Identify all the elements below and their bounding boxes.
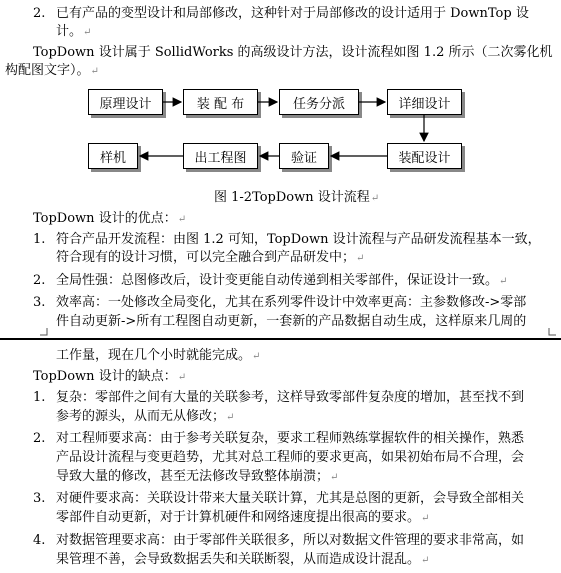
paragraph-line: 符合现有的设计习惯，可以完全融合到产品研发中；↵ bbox=[56, 250, 365, 265]
paragraph-line: 复杂：零部件之间有大量的关联参考，这样导致零部件复杂度的增加，甚至找不到 bbox=[56, 390, 525, 405]
list-number: 3. bbox=[33, 491, 46, 506]
paragraph-line: 构配图文字）。↵ bbox=[5, 63, 99, 78]
flow-box-assembly-design: 装配设计 bbox=[387, 143, 462, 169]
corner-mark-left bbox=[40, 328, 48, 336]
list-number: 4. bbox=[33, 533, 46, 548]
paragraph-line: 工作量，现在几个小时就能完成。↵ bbox=[56, 348, 261, 363]
paragraph-line: 果管理不善，会导致数据丢失和关联断裂，从而造成设计混乱。↵ bbox=[56, 552, 430, 567]
paragraph-line: 对硬件要求高：关联设计带来大量关联计算，尤其是总图的更新，会导致全部相关 bbox=[56, 491, 525, 506]
paragraph-line: 全局性强：总图修改后，设计变更能自动传递到相关零部件，保证设计一致。↵ bbox=[56, 273, 508, 288]
list-number: 1. bbox=[33, 390, 46, 405]
section-heading: TopDown 设计的缺点：↵ bbox=[33, 369, 187, 384]
corner-mark-right bbox=[548, 328, 556, 336]
paragraph-line: 已有产品的变型设计和局部修改，这种针对于局部修改的设计适用于 DownTop 设 bbox=[56, 6, 529, 21]
paragraph-line: 效率高：一处修改全局变化，尤其在系列零件设计中效率更高：主参数修改->零部 bbox=[56, 295, 527, 310]
page-break-line bbox=[0, 338, 561, 340]
flow-box-assembly-layout: 装 配 布 bbox=[183, 89, 258, 115]
flow-box-detail-design: 详细设计 bbox=[387, 89, 462, 115]
paragraph-line: 对数据管理要求高：由于零部件关联很多，所以对数据文件管理的要求非常高，如 bbox=[56, 533, 525, 548]
flow-box-principle-design: 原理设计 bbox=[88, 89, 163, 115]
paragraph-line: TopDown 设计属于 SollidWorks 的高级设计方法，设计流程如图 1.2 所示（二次雾化机 bbox=[33, 45, 553, 60]
list-number: 2. bbox=[33, 6, 46, 21]
paragraph-line: 产品设计流程与变更趋势，尤其对总工程师的要求更高，如果初始布局不合理，会 bbox=[56, 450, 525, 465]
figure-caption: 图 1-2TopDown 设计流程↵ bbox=[214, 190, 380, 205]
flow-box-drawings: 出工程图 bbox=[183, 143, 258, 169]
paragraph-line: 导致大量的修改，甚至无法修改导致整体崩溃；↵ bbox=[56, 469, 339, 484]
list-number: 3. bbox=[33, 295, 46, 310]
paragraph-line: 零部件自动更新，对于计算机硬件和网络速度提出很高的要求。↵ bbox=[56, 510, 430, 525]
list-number: 2. bbox=[33, 273, 46, 288]
flow-box-verify: 验证 bbox=[279, 143, 329, 169]
paragraph-line: 参考的源头，从而无从修改；↵ bbox=[56, 409, 235, 424]
paragraph-line: 件自动更新->所有工程图自动更新，一套新的产品数据自动生成，这样原来几周的 bbox=[56, 314, 527, 329]
section-heading: TopDown 设计的优点：↵ bbox=[33, 211, 187, 226]
list-number: 1. bbox=[33, 232, 46, 247]
flow-box-task-assign: 任务分派 bbox=[279, 89, 359, 115]
paragraph-line: 符合产品开发流程：由图 1.2 可知，TopDown 设计流程与产品研发流程基本一致， bbox=[56, 232, 541, 247]
paragraph-line: 对工程师要求高：由于参考关联复杂，要求工程师熟练掌握软件的相关操作，熟悉 bbox=[56, 431, 525, 446]
flow-arrows bbox=[0, 0, 561, 200]
flow-box-prototype: 样机 bbox=[88, 143, 138, 169]
list-number: 2. bbox=[33, 431, 46, 446]
paragraph-line: 计。↵ bbox=[56, 24, 92, 39]
